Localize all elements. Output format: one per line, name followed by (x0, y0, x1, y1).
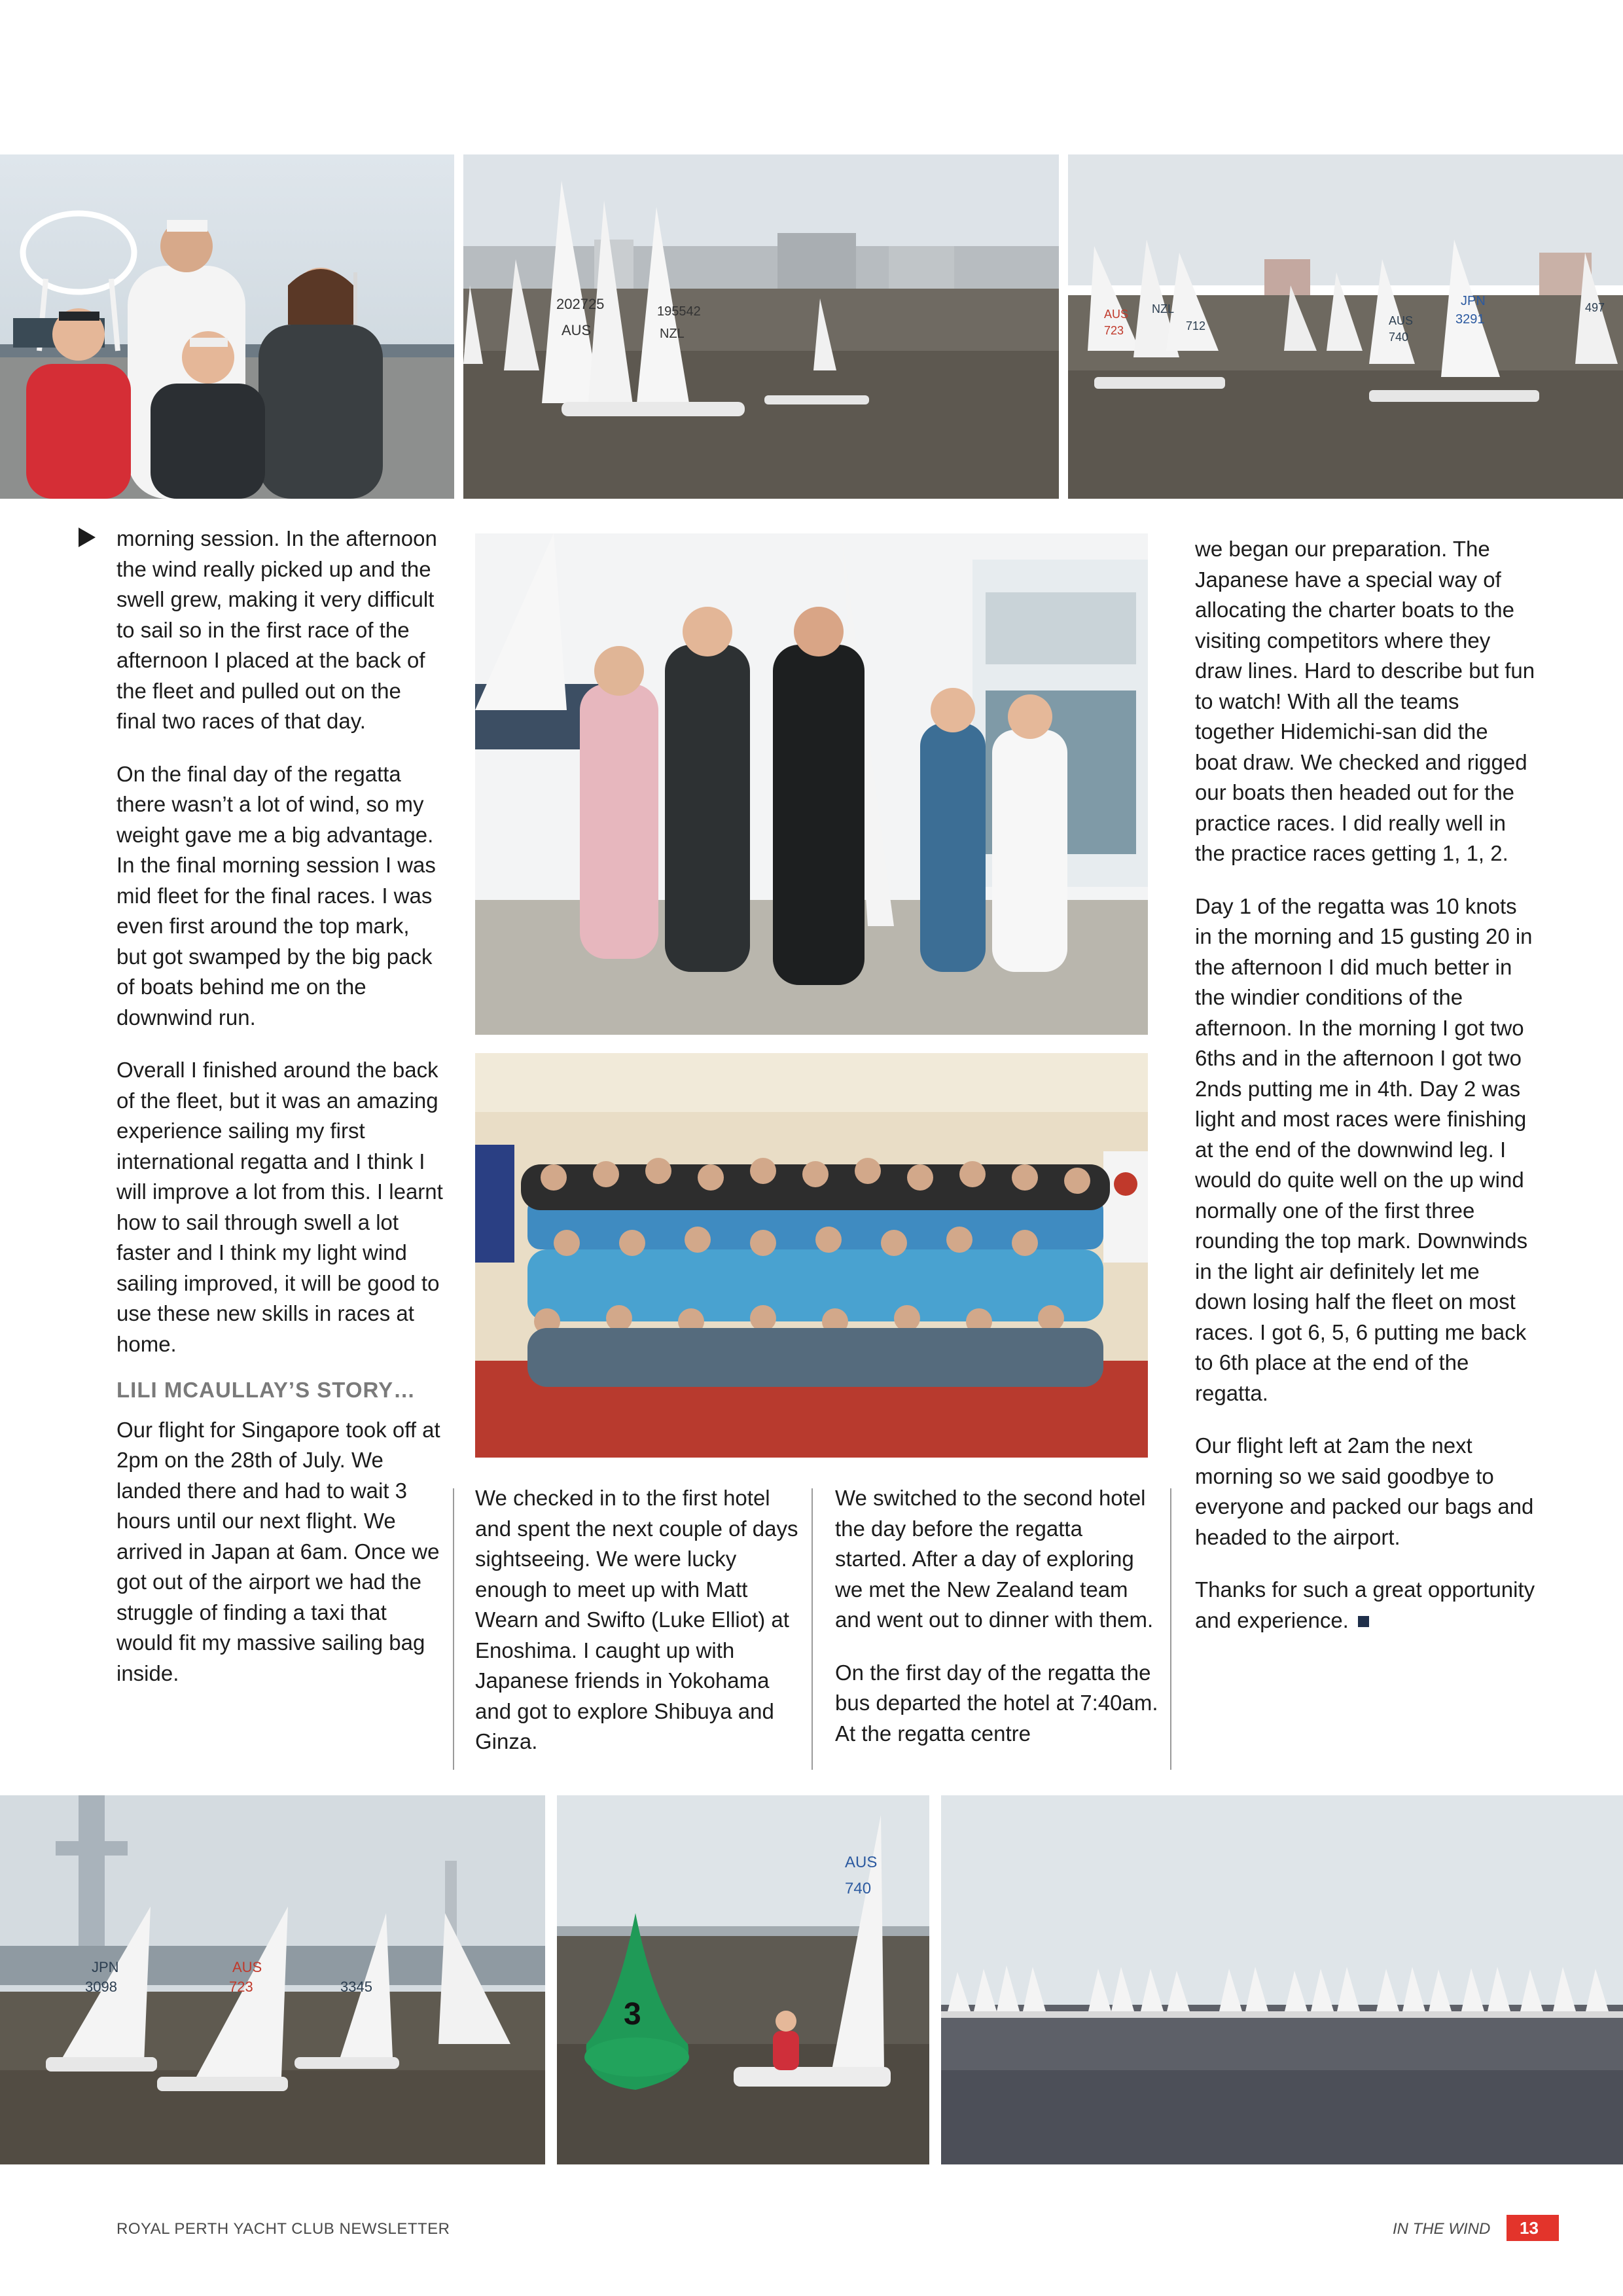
closing-text: Thanks for such a great opportunity and experience. (1195, 1577, 1535, 1632)
article-paragraph: We switched to the second hotel the day before the regatta started. After a day of exploring we met the New Zealand team and went out to dinner with them. (835, 1486, 1154, 1632)
text-column-right (1195, 534, 1535, 1636)
sail-number-text: 3098 (85, 1979, 117, 1995)
sail-country-text: JPN (1461, 294, 1486, 308)
sail-number-text: 497 (1585, 301, 1605, 314)
article-paragraph: Overall I finished around the back of the fleet, but it was an amazing experience sailing my first international regatta and I think I will improve a lot from this. I learnt how to sail through swell a lot faster and I think my light wind sailing improved, it will be good to use these new skills in races at home. (116, 1058, 443, 1356)
photo-group-dinner (475, 1053, 1148, 1458)
sail-number-text: 723 (229, 1979, 253, 1995)
page-number: 13 (1507, 2215, 1559, 2241)
text-column-left (116, 524, 444, 1689)
photo-laser-sailing (463, 154, 1059, 499)
sail-number-text: 3345 (340, 1979, 372, 1995)
text-column-middle-1 (475, 1483, 802, 1757)
article-paragraph: Day 1 of the regatta was 10 knots in the morning and 15 gusting 20 in the afternoon I did much better in the windier conditions of the afternoon. In the morning I got two 6ths and in the afternoon I got two 2nds putting me in 4th. Day 2 was light and most races were finishing at the end of the downwind leg. I would do quite well on the up wind normally one of the first three rounding the top mark. Downwinds in the light air definitely let me down losing half the fleet on most races. I got 6, 5, 6 putting me back to 6th place at the end of the regatta. (1195, 893, 1533, 1405)
article-paragraph: On the final day of the regatta there wasn’t a lot of wind, so my weight gave me a big advantage. In the final morning session I was mid fleet for the final races. I was even first around the top mark, but got swamped by the big pack of boats behind me on the downwind run. (116, 761, 436, 1030)
sail-country-text: AUS (1104, 308, 1129, 321)
sail-number-text: 740 (845, 1880, 872, 1897)
sail-number-text: 202725 (556, 296, 605, 312)
photo-buoy-rounding (557, 1795, 929, 2164)
continued-arrow-icon (79, 528, 96, 547)
article-paragraph: On the first day of the regatta the bus departed the hotel at 7:40am. At the regatta centre (835, 1660, 1158, 1746)
text-column-middle-2 (835, 1483, 1158, 1749)
sail-country-text: AUS (562, 322, 592, 338)
sail-number-text: 195542 (657, 304, 701, 319)
sail-country-text: AUS (845, 1854, 878, 1871)
footer-section: IN THE WIND (1393, 2220, 1491, 2238)
sail-country-text: NZL (1152, 302, 1175, 315)
photo-team-portrait (0, 154, 454, 499)
photo-fleet-start-line (941, 1795, 1623, 2164)
photo-meeting-olympians (475, 533, 1148, 1035)
sail-country-text: AUS (232, 1959, 262, 1975)
article-paragraph: we began our preparation. The Japanese have a special way of allocating the charter boats to the visiting competitors where they draw lines. Hard to describe but fun to watch! With all the teams together Hidemichi-san did the boat draw. We checked and rigged our boats then headed out for the practice races. I did really well in the practice races getting 1, 1, 2. (1195, 537, 1535, 865)
photo-optimists-city (0, 1795, 545, 2164)
photo-optimist-fleet (1068, 154, 1623, 499)
sail-country-text: AUS (1389, 314, 1414, 327)
article-paragraph: Our flight left at 2am the next morning so we said goodbye to everyone and packed our bags and headed to the airport. (1195, 1433, 1534, 1549)
article-paragraph: We checked in to the first hotel and spent the next couple of days sightseeing. We were lucky enough to meet up with Matt Wearn and Swifto (Luke Elliot) at Enoshima. I caught up with Japanese friends in Yokohama and got to explore Shibuya and Ginza. (475, 1486, 798, 1753)
sail-number-text: 712 (1186, 319, 1206, 332)
footer-publication: ROYAL PERTH YACHT CLUB NEWSLETTER (116, 2220, 450, 2238)
sail-country-text: JPN (92, 1959, 119, 1975)
column-divider (1170, 1488, 1171, 1770)
sail-number-text: 723 (1104, 324, 1124, 337)
sail-number-text: 3291 (1455, 312, 1485, 327)
column-divider (812, 1488, 813, 1770)
buoy-number-text: 3 (624, 1997, 641, 2032)
sail-number-text: 740 (1389, 331, 1409, 344)
story-heading: LILI MCAULLAY’S STORY… (116, 1378, 416, 1402)
sail-country-text: NZL (660, 327, 685, 341)
article-paragraph: morning session. In the afternoon the wind really picked up and the swell grew, making it very difficult to sail so in the first race of the afternoon I placed at the back of the fleet and pulled out on the final two races of that day. (116, 526, 437, 733)
column-divider (453, 1488, 454, 1770)
end-of-article-icon (1358, 1616, 1369, 1627)
article-paragraph: Our flight for Singapore took off at 2pm on the 28th of July. We landed there and had to wait 3 hours until our next flight. We arrived in Japan at 6am. Once we got out of the airport we had the struggle of finding a taxi that would fit my massive sailing bag inside. (116, 1417, 440, 1685)
closing-paragraph (1195, 1575, 1535, 1636)
